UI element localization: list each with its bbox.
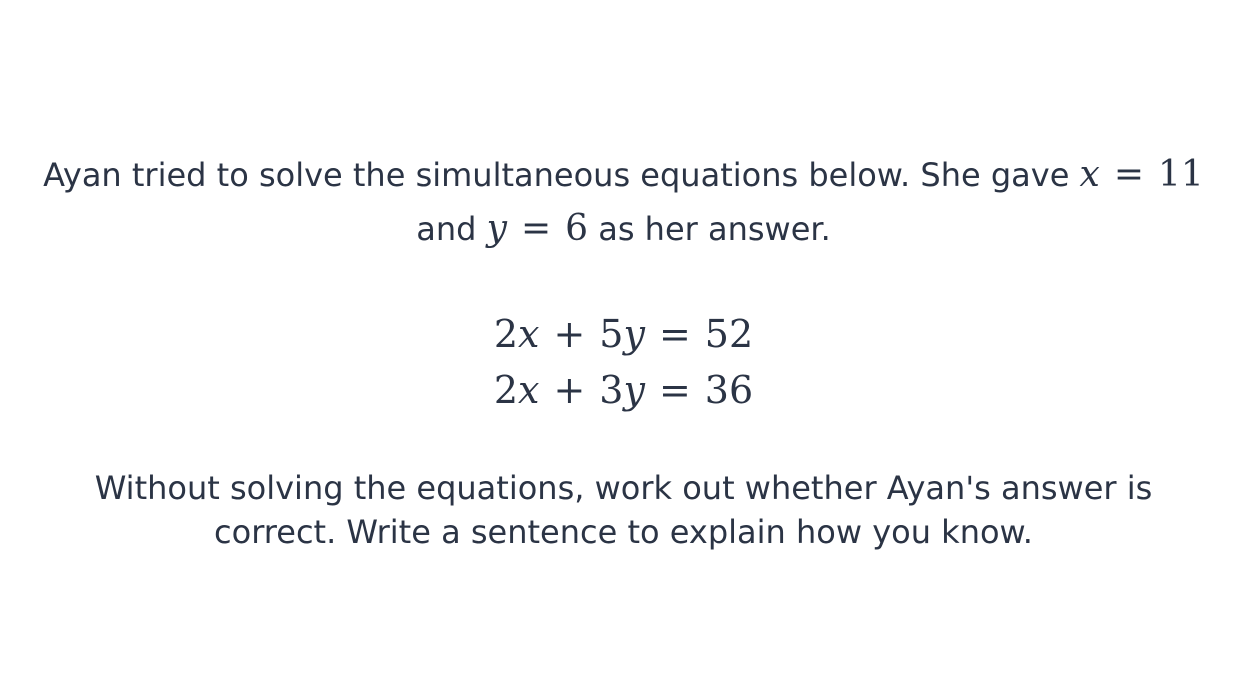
coefficient: 5 xyxy=(599,312,624,356)
y-variable: y xyxy=(486,208,507,249)
equation-2 xyxy=(0,362,1247,418)
intro-text: Ayan tried to solve the simultaneous equations below. She gave xyxy=(43,156,1080,194)
x-answer-math xyxy=(1080,154,1204,195)
y-answer-math xyxy=(487,208,588,249)
x-variable: x xyxy=(1079,154,1100,195)
instruction-line-2: correct. Write a sentence to explain how you know. xyxy=(214,513,1033,551)
plus-sign: + xyxy=(553,368,586,412)
equals-sign: = xyxy=(1113,154,1145,195)
equation-1 xyxy=(0,306,1247,362)
after-text: as her answer. xyxy=(588,210,831,248)
right-hand-side: 36 xyxy=(704,368,754,412)
and-text: and xyxy=(416,210,487,248)
variable-x: x xyxy=(518,368,540,412)
equations-block xyxy=(0,306,1247,418)
equals-sign: = xyxy=(520,208,552,249)
x-value: 11 xyxy=(1158,154,1204,195)
instruction-line-1: Without solving the equations, work out whether Ayan's answer is xyxy=(94,469,1153,507)
variable-y: y xyxy=(623,312,645,356)
plus-sign: + xyxy=(553,312,586,356)
instruction-paragraph xyxy=(0,466,1247,554)
equals-sign: = xyxy=(658,312,691,356)
question-content xyxy=(0,148,1247,554)
variable-x: x xyxy=(518,312,540,356)
equals-sign: = xyxy=(658,368,691,412)
y-value: 6 xyxy=(565,208,589,249)
coefficient: 3 xyxy=(599,368,624,412)
variable-y: y xyxy=(623,368,645,412)
right-hand-side: 52 xyxy=(704,312,754,356)
coefficient: 2 xyxy=(493,368,519,412)
intro-paragraph xyxy=(0,148,1247,256)
coefficient: 2 xyxy=(493,312,519,356)
